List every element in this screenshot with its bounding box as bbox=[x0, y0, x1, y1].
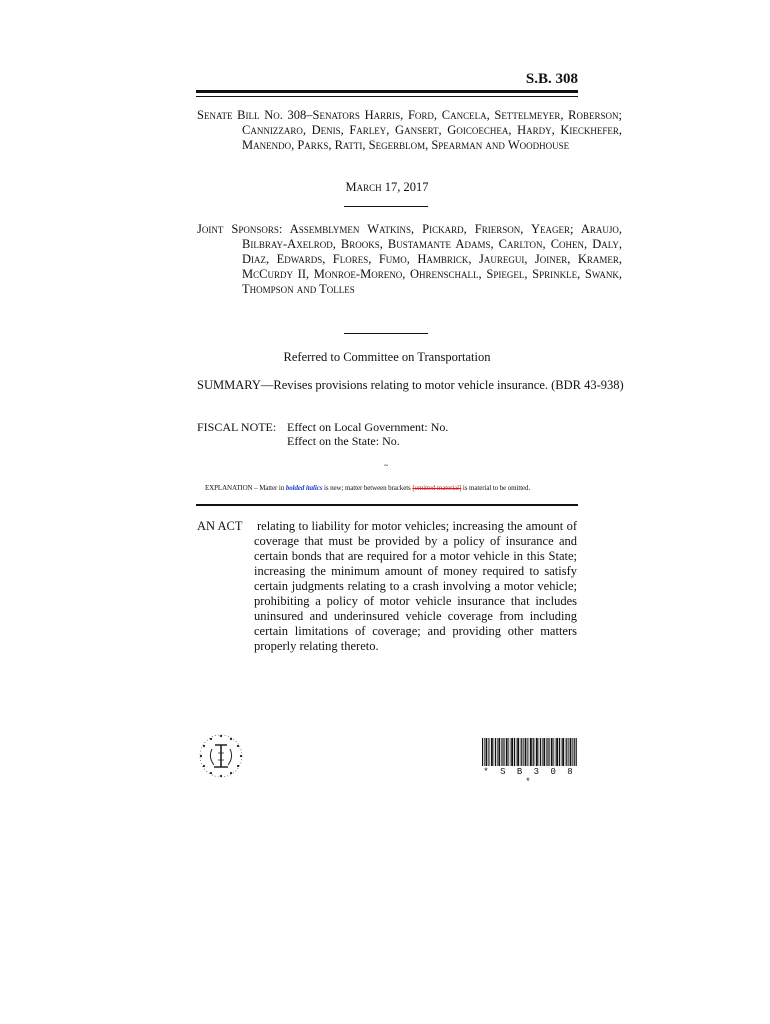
sponsors-rule bbox=[344, 333, 428, 334]
summary-text: Revises provisions relating to motor vehicle insurance. (BDR 43-938) bbox=[273, 378, 624, 392]
act-paragraph bbox=[197, 519, 577, 654]
explanation-middle: is new; matter between brackets bbox=[322, 484, 413, 492]
tilde-mark: ~ bbox=[384, 461, 389, 470]
joint-sponsors-prefix: Joint Sponsors: Assemblymen bbox=[197, 222, 360, 236]
fiscal-note bbox=[197, 420, 577, 448]
joint-sponsors bbox=[197, 222, 622, 297]
explanation-end: is material to be omitted. bbox=[461, 484, 531, 492]
fiscal-note-local: Effect on Local Government: No. bbox=[287, 420, 449, 434]
bill-number: S.B. 308 bbox=[525, 71, 578, 87]
joint-sponsors-list: Watkins, Pickard, Frierson, Yeager; Araujo, Bilbray-Axelrod, Brooks, Bustamante Adams, Carlton, Cohen, Daly, Diaz, Edwards, Flores, Fumo, Hambrick, Jauregui, Joiner, Kramer, McCurdy II, Monroe-Moreno, Ohrenschall, Spiegel, Sprinkle, Swank, Thompson and Tolles bbox=[242, 222, 622, 296]
fiscal-note-label: FISCAL NOTE: bbox=[197, 420, 277, 434]
barcode-icon bbox=[482, 738, 577, 766]
summary bbox=[197, 378, 661, 393]
act-text: relating to liability for motor vehicles; increasing the amount of coverage that must be provided by a policy of insurance and certain bonds that are required for a motor vehicle in this State; increasing the minimum amount of money required to satisfy certain judgments relating to a crash involving a motor vehicle; prohibiting a policy of motor vehicle insurance that includes uninsured and underinsured vehicle coverage from including certain limitations of coverage; and providing other matters properly relating thereto. bbox=[254, 519, 577, 653]
header-rule-thick bbox=[196, 90, 578, 93]
fiscal-note-state: Effect on the State: No. bbox=[287, 434, 400, 448]
explanation-note bbox=[205, 484, 530, 492]
summary-label: SUMMARY— bbox=[197, 378, 274, 392]
state-seal-icon bbox=[198, 733, 244, 779]
explanation-bold-italic: bolded italics bbox=[285, 484, 323, 492]
act-lead: AN ACT bbox=[197, 519, 243, 533]
bill-date: March 17, 2017 bbox=[345, 180, 429, 194]
senate-bill-sponsors bbox=[197, 108, 622, 153]
senate-bill-sponsor-list: Harris, Ford, Cancela, Settelmeyer, Roberson; Cannizzaro, Denis, Farley, Gansert, Goicoechea, Hardy, Kieckhefer, Manendo, Parks, Ratti, Segerblom, Spearman and Woodhouse bbox=[242, 108, 622, 152]
explanation-lead: EXPLANATION – Matter in bbox=[205, 484, 286, 492]
committee-referral: Referred to Committee on Transportation bbox=[283, 350, 491, 364]
explanation-bracketed: [omitted material] bbox=[412, 484, 462, 492]
senate-bill-prefix: Senate Bill No. 308–Senators bbox=[197, 108, 360, 122]
header-rule-thin bbox=[196, 96, 578, 97]
explanation-rule bbox=[196, 504, 578, 506]
barcode-text: * S B 3 0 8 * bbox=[483, 767, 576, 787]
date-rule bbox=[344, 206, 428, 207]
